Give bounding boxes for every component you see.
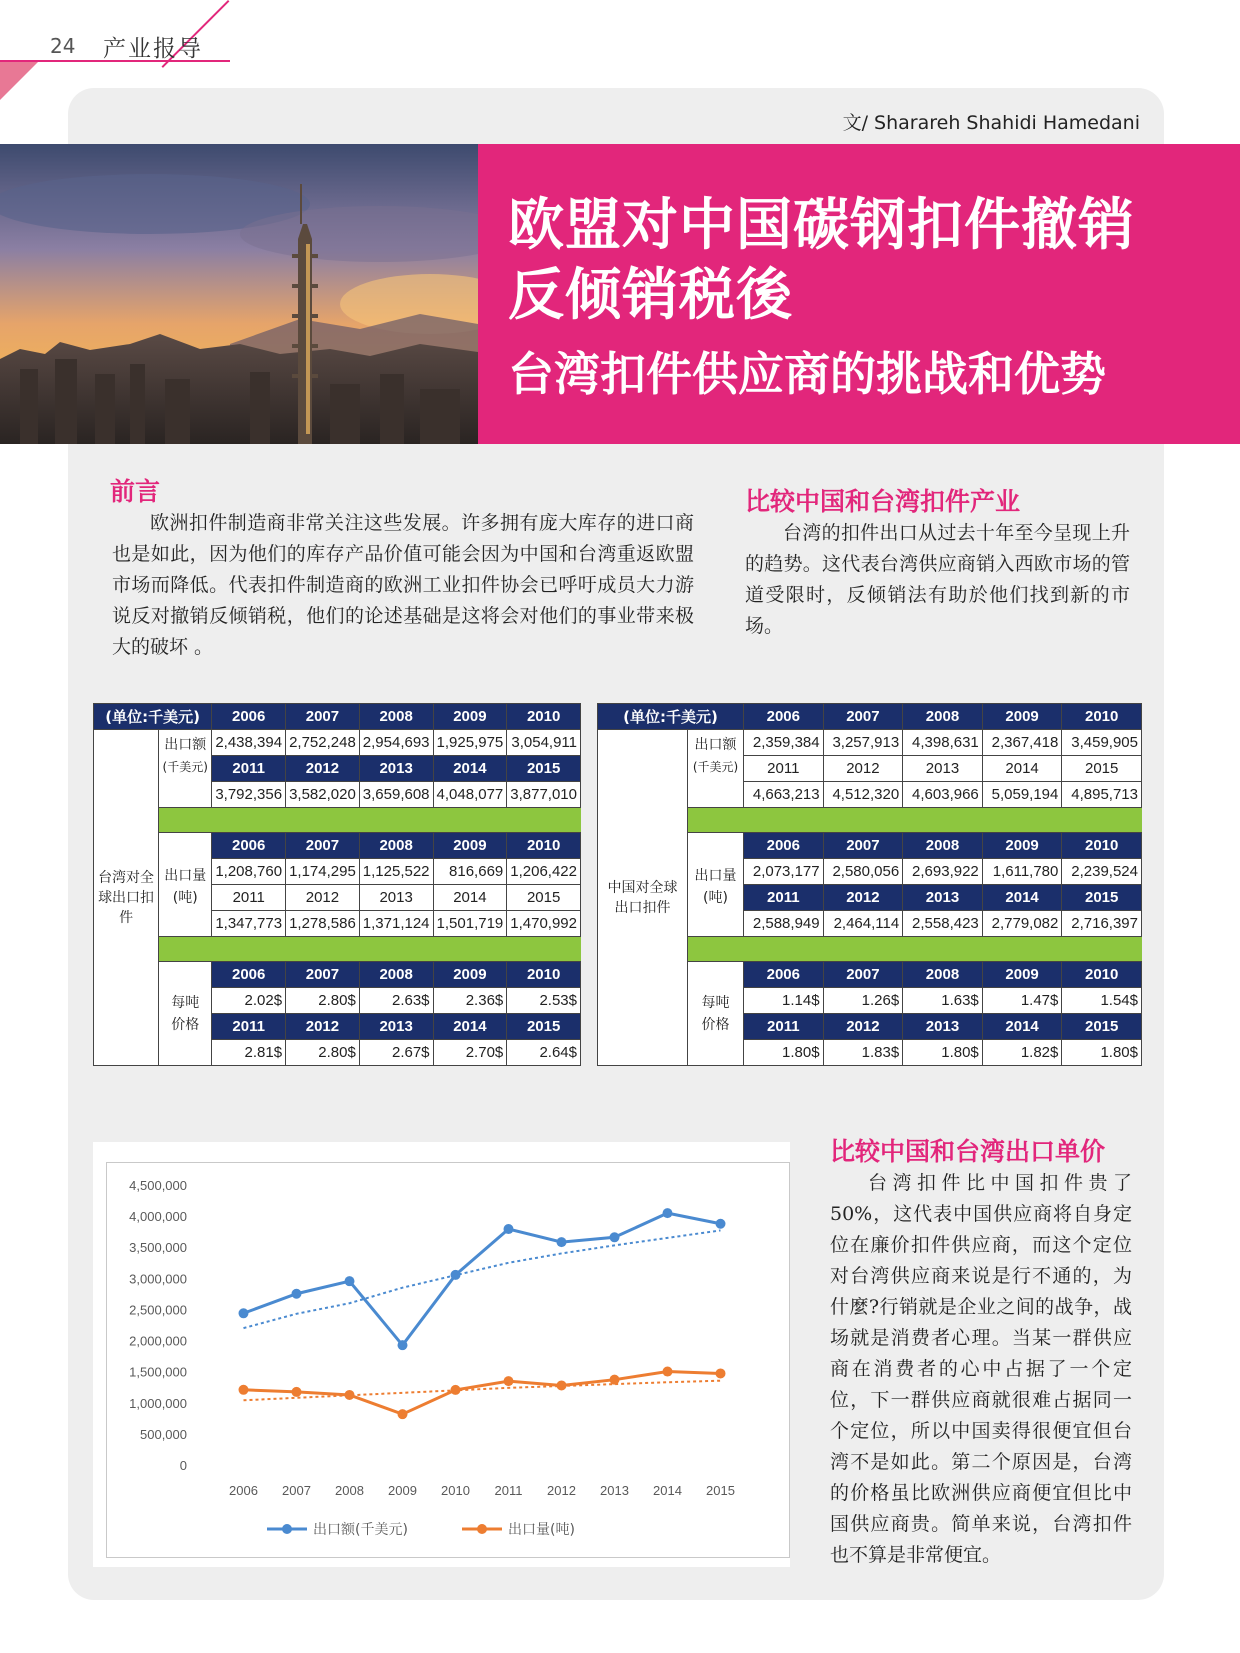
y-tick-label: 3,500,000 bbox=[129, 1240, 187, 1256]
x-tick-label: 2012 bbox=[547, 1483, 576, 1498]
year-label: 2012 bbox=[823, 756, 903, 782]
green-separator bbox=[688, 937, 1142, 962]
corner-triangle bbox=[0, 62, 38, 100]
table-cell: 1.14$ bbox=[744, 988, 824, 1014]
table-cell: 1,174,295 bbox=[286, 859, 360, 885]
x-tick-label: 2010 bbox=[441, 1483, 470, 1498]
green-separator bbox=[159, 937, 581, 962]
table-cell: 2,239,524 bbox=[1062, 859, 1142, 885]
table-cell: 2.64$ bbox=[507, 1040, 581, 1066]
table-cell: 2,367,418 bbox=[982, 730, 1062, 756]
year-header: 2007 bbox=[823, 704, 903, 730]
legend-label: 出口额(千美元) bbox=[313, 1522, 408, 1538]
year-label: 2013 bbox=[359, 885, 433, 911]
legend-marker bbox=[282, 1524, 292, 1534]
table-cell: 1,278,586 bbox=[286, 911, 360, 937]
table-cell: 1,208,760 bbox=[212, 859, 286, 885]
year-header: 2012 bbox=[823, 1014, 903, 1040]
hero-subtitle: 台湾扣件供应商的挑战和优势 bbox=[508, 347, 1106, 401]
data-point bbox=[398, 1340, 408, 1350]
table-cell: 2,438,394 bbox=[212, 730, 286, 756]
table-cell: 2,558,423 bbox=[903, 911, 983, 937]
table-cell: 2,693,922 bbox=[903, 859, 983, 885]
table-cell: 2,464,114 bbox=[823, 911, 903, 937]
table-cell: 1.80$ bbox=[1062, 1040, 1142, 1066]
compare-price-heading: 比较中国和台湾出口单价 bbox=[830, 1137, 1106, 1166]
year-header: 2009 bbox=[433, 962, 507, 988]
table-row-label: 台湾对全球出口扣件 bbox=[94, 730, 159, 1066]
table-cell: 1.26$ bbox=[823, 988, 903, 1014]
data-point bbox=[345, 1390, 355, 1400]
data-point bbox=[557, 1237, 567, 1247]
data-point bbox=[292, 1289, 302, 1299]
year-header: 2008 bbox=[359, 704, 433, 730]
table-cell: 1,611,780 bbox=[982, 859, 1062, 885]
table-cell: 2,580,056 bbox=[823, 859, 903, 885]
year-header: 2006 bbox=[744, 833, 824, 859]
compare-industry-heading: 比较中国和台湾扣件产业 bbox=[745, 487, 1021, 516]
export-value-label: 出口额 (千美元) bbox=[688, 730, 744, 808]
chart-frame bbox=[106, 1162, 790, 1558]
table-cell: 4,512,320 bbox=[823, 782, 903, 808]
table-cell: 2,716,397 bbox=[1062, 911, 1142, 937]
year-header: 2007 bbox=[823, 833, 903, 859]
table-cell: 3,257,913 bbox=[823, 730, 903, 756]
year-label: 2014 bbox=[982, 756, 1062, 782]
table-cell: 1,347,773 bbox=[212, 911, 286, 937]
year-header: 2010 bbox=[1062, 704, 1142, 730]
table-cell: 4,603,966 bbox=[903, 782, 983, 808]
table-cell: 4,895,713 bbox=[1062, 782, 1142, 808]
series-line bbox=[244, 1372, 721, 1415]
data-point bbox=[398, 1409, 408, 1419]
hero-title-line-1: 欧盟对中国碳钢扣件撤销 bbox=[508, 192, 1135, 258]
table-cell: 3,054,911 bbox=[507, 730, 581, 756]
x-tick-label: 2013 bbox=[600, 1483, 629, 1498]
year-header: 2009 bbox=[433, 704, 507, 730]
year-header: 2013 bbox=[903, 1014, 983, 1040]
green-separator bbox=[159, 808, 581, 833]
year-header: 2008 bbox=[359, 833, 433, 859]
table-cell: 816,669 bbox=[433, 859, 507, 885]
table-cell: 2.80$ bbox=[286, 988, 360, 1014]
table-cell: 2,779,082 bbox=[982, 911, 1062, 937]
table-cell: 2.36$ bbox=[433, 988, 507, 1014]
year-label: 2011 bbox=[744, 756, 824, 782]
data-point bbox=[557, 1380, 567, 1390]
price-label: 每吨价格 bbox=[688, 962, 744, 1066]
x-tick-label: 2009 bbox=[388, 1483, 417, 1498]
table-cell: 1.54$ bbox=[1062, 988, 1142, 1014]
table-cell: 2,073,177 bbox=[744, 859, 824, 885]
china-export-table bbox=[597, 703, 1142, 1066]
city-skyline-image bbox=[0, 144, 478, 444]
year-header: 2007 bbox=[286, 833, 360, 859]
legend-label: 出口量(吨) bbox=[508, 1522, 575, 1538]
year-header: 2015 bbox=[507, 1014, 581, 1040]
year-header: 2008 bbox=[903, 962, 983, 988]
hero-photo bbox=[0, 144, 478, 444]
year-label: 2015 bbox=[507, 885, 581, 911]
table-cell: 2.53$ bbox=[507, 988, 581, 1014]
year-header: 2011 bbox=[744, 885, 824, 911]
year-header: 2006 bbox=[744, 962, 824, 988]
year-header: 2013 bbox=[359, 1014, 433, 1040]
table-cell: 2,359,384 bbox=[744, 730, 824, 756]
compare-price-paragraph: 台湾扣件比中国扣件贵了50%，这代表中国供应商将自身定位在廉价扣件供应商，而这个定位对台湾供应商来说是行不通的，为什麼?行销就是企业之间的战争，战场就是消费者心理。当某一群供应商在消费者的心中占据了一个定位，下一群供应商就很难占据同一个定位，所以中国卖得很便宜但台湾不是如此。第二个原因是，台湾的价格虽比欧洲供应商便宜但比中国供应商贵。简单来说，台湾扣件也不算是非常便宜。 bbox=[830, 1172, 1132, 1566]
year-header: 2011 bbox=[212, 756, 286, 782]
table-cell: 1.63$ bbox=[903, 988, 983, 1014]
y-tick-label: 4,500,000 bbox=[129, 1178, 187, 1193]
trend-line bbox=[244, 1230, 721, 1328]
x-tick-label: 2007 bbox=[282, 1483, 311, 1498]
year-header: 2012 bbox=[286, 756, 360, 782]
year-header: 2012 bbox=[823, 885, 903, 911]
export-line-chart bbox=[107, 1163, 789, 1557]
page-number: 24 bbox=[50, 34, 76, 58]
year-header: 2009 bbox=[982, 962, 1062, 988]
x-tick-label: 2011 bbox=[494, 1483, 523, 1498]
table-cell: 1.83$ bbox=[823, 1040, 903, 1066]
table-caption: (单位:千美元) bbox=[598, 704, 744, 730]
year-header: 2014 bbox=[433, 756, 507, 782]
table-cell: 1,371,124 bbox=[359, 911, 433, 937]
table-cell: 1.47$ bbox=[982, 988, 1062, 1014]
table-cell: 1.82$ bbox=[982, 1040, 1062, 1066]
data-point bbox=[610, 1375, 620, 1385]
legend-marker bbox=[477, 1524, 487, 1534]
year-header: 2007 bbox=[286, 962, 360, 988]
x-tick-label: 2008 bbox=[335, 1483, 364, 1498]
year-header: 2010 bbox=[507, 962, 581, 988]
data-point bbox=[239, 1385, 249, 1395]
table-cell: 1.80$ bbox=[744, 1040, 824, 1066]
table-cell: 2.67$ bbox=[359, 1040, 433, 1066]
year-header: 2011 bbox=[212, 1014, 286, 1040]
trend-line bbox=[244, 1381, 721, 1401]
year-header: 2008 bbox=[359, 962, 433, 988]
table-cell: 2,954,693 bbox=[359, 730, 433, 756]
year-header: 2007 bbox=[823, 962, 903, 988]
data-point bbox=[292, 1387, 302, 1397]
y-tick-label: 1,000,000 bbox=[129, 1395, 187, 1411]
table-cell: 3,459,905 bbox=[1062, 730, 1142, 756]
year-header: 2009 bbox=[982, 704, 1062, 730]
table-cell: 3,792,356 bbox=[212, 782, 286, 808]
data-point bbox=[716, 1219, 726, 1229]
x-tick-label: 2015 bbox=[706, 1483, 735, 1498]
table-cell: 1,925,975 bbox=[433, 730, 507, 756]
year-header: 2009 bbox=[433, 833, 507, 859]
table-cell: 3,659,608 bbox=[359, 782, 433, 808]
year-header: 2013 bbox=[359, 756, 433, 782]
year-header: 2012 bbox=[286, 1014, 360, 1040]
year-header: 2008 bbox=[903, 704, 983, 730]
data-point bbox=[716, 1368, 726, 1378]
year-label: 2014 bbox=[433, 885, 507, 911]
section-title: 产业报导 bbox=[103, 36, 203, 62]
x-tick-label: 2006 bbox=[229, 1483, 258, 1498]
table-cell: 2.70$ bbox=[433, 1040, 507, 1066]
series-line bbox=[244, 1213, 721, 1345]
year-header: 2015 bbox=[1062, 885, 1142, 911]
intro-heading: 前言 bbox=[110, 477, 161, 506]
year-header: 2010 bbox=[507, 833, 581, 859]
y-tick-label: 2,500,000 bbox=[129, 1302, 187, 1318]
year-header: 2010 bbox=[507, 704, 581, 730]
year-header: 2014 bbox=[982, 885, 1062, 911]
y-tick-label: 4,000,000 bbox=[129, 1209, 187, 1225]
year-label: 2011 bbox=[212, 885, 286, 911]
table-cell: 1,501,719 bbox=[433, 911, 507, 937]
compare-industry-paragraph: 台湾的扣件出口从过去十年至今呈现上升的趋势。这代表台湾供应商销入西欧市场的管道受限时，反倾销法有助於他们找到新的市场。 bbox=[745, 522, 1130, 637]
year-header: 2015 bbox=[507, 756, 581, 782]
intro-paragraph: 欧洲扣件制造商非常关注这些发展。许多拥有庞大库存的进口商也是如此，因为他们的库存产品价值可能会因为中国和台湾重返欧盟市场而降低。代表扣件制造商的欧洲工业扣件协会已呼吁成员大力游说反对撤销反倾销税，他们的论述基础是这将会对他们的事业带来极大的破坏 。 bbox=[112, 512, 694, 658]
year-header: 2010 bbox=[1062, 962, 1142, 988]
year-label: 2013 bbox=[903, 756, 983, 782]
table-cell: 5,059,194 bbox=[982, 782, 1062, 808]
year-header: 2013 bbox=[903, 885, 983, 911]
table-cell: 1,206,422 bbox=[507, 859, 581, 885]
hero-title bbox=[508, 190, 1135, 330]
year-header: 2006 bbox=[212, 833, 286, 859]
y-tick-label: 0 bbox=[179, 1458, 187, 1473]
data-point bbox=[239, 1308, 249, 1318]
table-cell: 2.63$ bbox=[359, 988, 433, 1014]
data-point bbox=[504, 1224, 514, 1234]
year-header: 2010 bbox=[1062, 833, 1142, 859]
volume-label: 出口量 (吨) bbox=[688, 833, 744, 937]
y-tick-label: 2,000,000 bbox=[129, 1333, 187, 1349]
data-point bbox=[610, 1232, 620, 1242]
year-label: 2012 bbox=[286, 885, 360, 911]
data-point bbox=[451, 1270, 461, 1280]
table-cell: 4,663,213 bbox=[744, 782, 824, 808]
taiwan-export-table bbox=[93, 703, 581, 1066]
table-cell: 1.80$ bbox=[903, 1040, 983, 1066]
year-header: 2006 bbox=[744, 704, 824, 730]
table-cell: 2.80$ bbox=[286, 1040, 360, 1066]
table-cell: 2.81$ bbox=[212, 1040, 286, 1066]
data-point bbox=[504, 1376, 514, 1386]
table-cell: 2,588,949 bbox=[744, 911, 824, 937]
year-header: 2015 bbox=[1062, 1014, 1142, 1040]
year-header: 2006 bbox=[212, 704, 286, 730]
year-header: 2008 bbox=[903, 833, 983, 859]
data-point bbox=[451, 1385, 461, 1395]
year-label: 2015 bbox=[1062, 756, 1142, 782]
table-cell: 2,752,248 bbox=[286, 730, 360, 756]
table-cell: 1,470,992 bbox=[507, 911, 581, 937]
y-tick-label: 3,000,000 bbox=[129, 1271, 187, 1287]
year-header: 2014 bbox=[433, 1014, 507, 1040]
data-point bbox=[345, 1276, 355, 1286]
table-cell: 2.02$ bbox=[212, 988, 286, 1014]
export-value-label: 出口额 (千美元) bbox=[159, 730, 212, 808]
green-separator bbox=[688, 808, 1142, 833]
y-tick-label: 1,500,000 bbox=[129, 1364, 187, 1380]
price-label: 每吨价格 bbox=[159, 962, 212, 1066]
table-cell: 4,048,077 bbox=[433, 782, 507, 808]
table-cell: 1,125,522 bbox=[359, 859, 433, 885]
x-tick-label: 2014 bbox=[653, 1483, 682, 1498]
table-row-label: 中国对全球出口扣件 bbox=[598, 730, 688, 1066]
table-cell: 3,582,020 bbox=[286, 782, 360, 808]
year-header: 2006 bbox=[212, 962, 286, 988]
data-point bbox=[663, 1367, 673, 1377]
table-cell: 3,877,010 bbox=[507, 782, 581, 808]
y-tick-label: 500,000 bbox=[140, 1426, 187, 1442]
data-point bbox=[663, 1208, 673, 1218]
table-caption: (单位:千美元) bbox=[94, 704, 212, 730]
table-cell: 4,398,631 bbox=[903, 730, 983, 756]
year-header: 2014 bbox=[982, 1014, 1062, 1040]
year-header: 2009 bbox=[982, 833, 1062, 859]
year-header: 2007 bbox=[286, 704, 360, 730]
author-byline: 文/ Sharareh Shahidi Hamedani bbox=[842, 112, 1140, 134]
volume-label: 出口量 (吨) bbox=[159, 833, 212, 937]
hero-title-line-2: 反倾销税後 bbox=[508, 262, 793, 328]
year-header: 2011 bbox=[744, 1014, 824, 1040]
